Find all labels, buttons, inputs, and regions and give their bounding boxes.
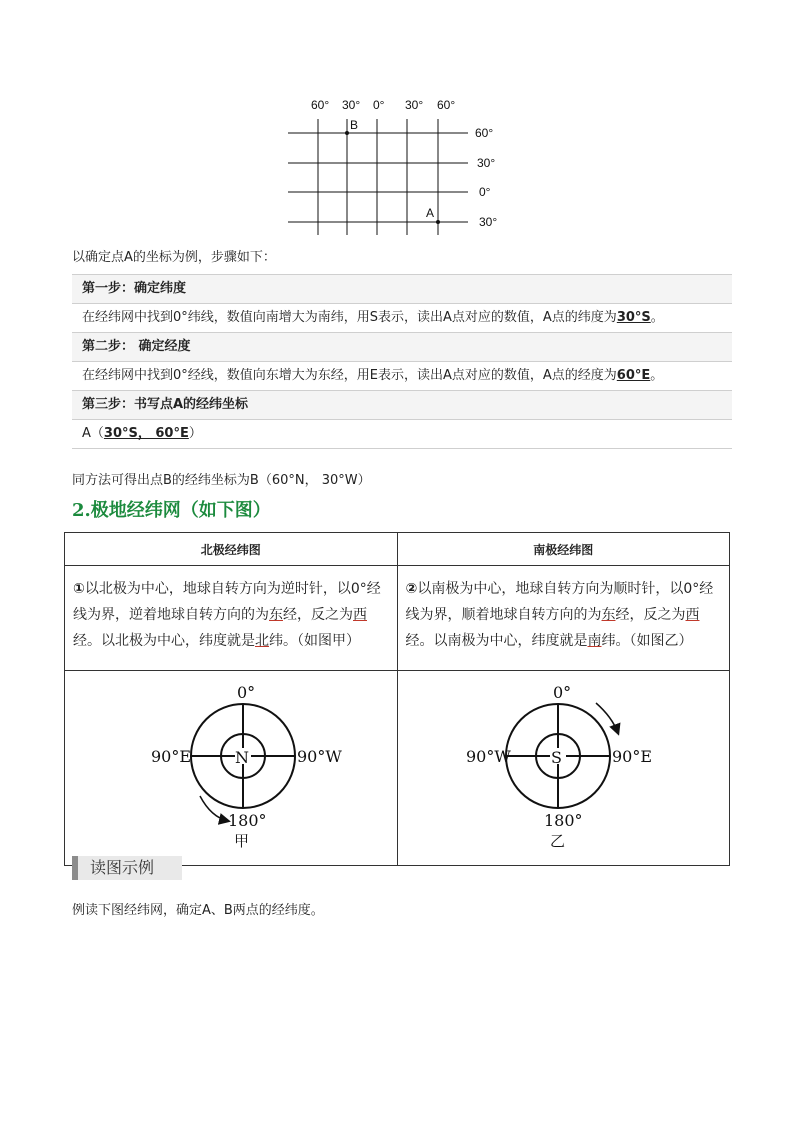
polar-table bbox=[64, 532, 730, 866]
read-example-tag: 读图示例 bbox=[72, 856, 182, 880]
north-right-label: 90°W bbox=[297, 747, 342, 766]
right-label-4: 30° bbox=[479, 215, 498, 229]
top-label-5: 60° bbox=[437, 98, 456, 112]
south-bottom-label: 180° bbox=[543, 811, 583, 830]
south-description: ②以南极为中心，地球自转方向为顺时针，以0°经线为界，顺着地球自转方向的为东经，反之为西经。以南极为中心，纬度就是南纬。（如图乙） bbox=[397, 566, 730, 671]
graticule-figure bbox=[280, 95, 510, 240]
south-caption: 乙 bbox=[549, 832, 565, 850]
north-figure-cell bbox=[65, 671, 398, 866]
south-right-label: 90°E bbox=[611, 747, 652, 766]
north-description: ①以北极为中心，地球自转方向为逆时针，以0°经线为界，逆着地球自转方向的为东经，反之为西经。以北极为中心，纬度就是北纬。（如图甲） bbox=[65, 566, 398, 671]
step3-answer: 30°S， 60°E bbox=[103, 426, 189, 441]
top-label-1: 60° bbox=[311, 98, 330, 112]
north-bottom-label: 180° bbox=[228, 811, 267, 830]
same-method-text: 同方法可得出点B的经纬坐标为B（60°N， 30°W） bbox=[72, 473, 371, 488]
north-center-label: N bbox=[235, 748, 249, 767]
right-label-2: 30° bbox=[477, 156, 496, 170]
south-figure-cell bbox=[397, 671, 730, 866]
step1-title: 第一步：确定纬度 bbox=[72, 274, 732, 304]
step1-answer: 30°S bbox=[616, 310, 651, 325]
point-a-marker bbox=[436, 220, 440, 224]
steps-table bbox=[72, 274, 732, 449]
section-title: 2.极地经纬网（如下图） bbox=[72, 500, 271, 521]
point-b-marker bbox=[345, 131, 349, 135]
step2-title: 第二步： 确定经度 bbox=[72, 333, 732, 362]
point-b-label: B bbox=[350, 118, 359, 132]
north-top-label: 0° bbox=[237, 683, 256, 702]
south-polar-figure bbox=[398, 671, 706, 861]
step2-text: 在经纬网中找到0°经线，数值向东增大为东经，用E表示，读出A点对应的数值，A点的经度为60°E。 bbox=[72, 362, 732, 391]
south-left-label: 90°W bbox=[465, 747, 511, 766]
step3-text: A（30°S， 60°E） bbox=[72, 420, 732, 449]
south-center-label: S bbox=[550, 748, 562, 767]
top-label-2: 30° bbox=[342, 98, 361, 112]
right-label-1: 60° bbox=[475, 126, 494, 140]
north-polar-figure bbox=[65, 671, 421, 861]
south-top-label: 0° bbox=[552, 683, 571, 702]
north-header: 北极经纬图 bbox=[65, 533, 398, 566]
example-text: 例读下图经纬网，确定A、B两点的经纬度。 bbox=[72, 903, 324, 918]
step1-text: 在经纬网中找到0°纬线，数值向南增大为南纬，用S表示，读出A点对应的数值，A点的纬度为30°S。 bbox=[72, 304, 732, 333]
north-left-label: 90°E bbox=[151, 747, 192, 766]
intro-text: 以确定点A的坐标为例，步骤如下： bbox=[72, 250, 276, 265]
point-a-label: A bbox=[426, 206, 435, 220]
right-label-3: 0° bbox=[479, 185, 491, 199]
north-caption: 甲 bbox=[234, 832, 250, 850]
step3-title: 第三步：书写点A的经纬坐标 bbox=[72, 391, 732, 420]
top-label-3: 0° bbox=[373, 98, 385, 112]
top-label-4: 30° bbox=[405, 98, 424, 112]
step2-answer: 60°E bbox=[616, 368, 651, 383]
south-header: 南极经纬图 bbox=[397, 533, 730, 566]
